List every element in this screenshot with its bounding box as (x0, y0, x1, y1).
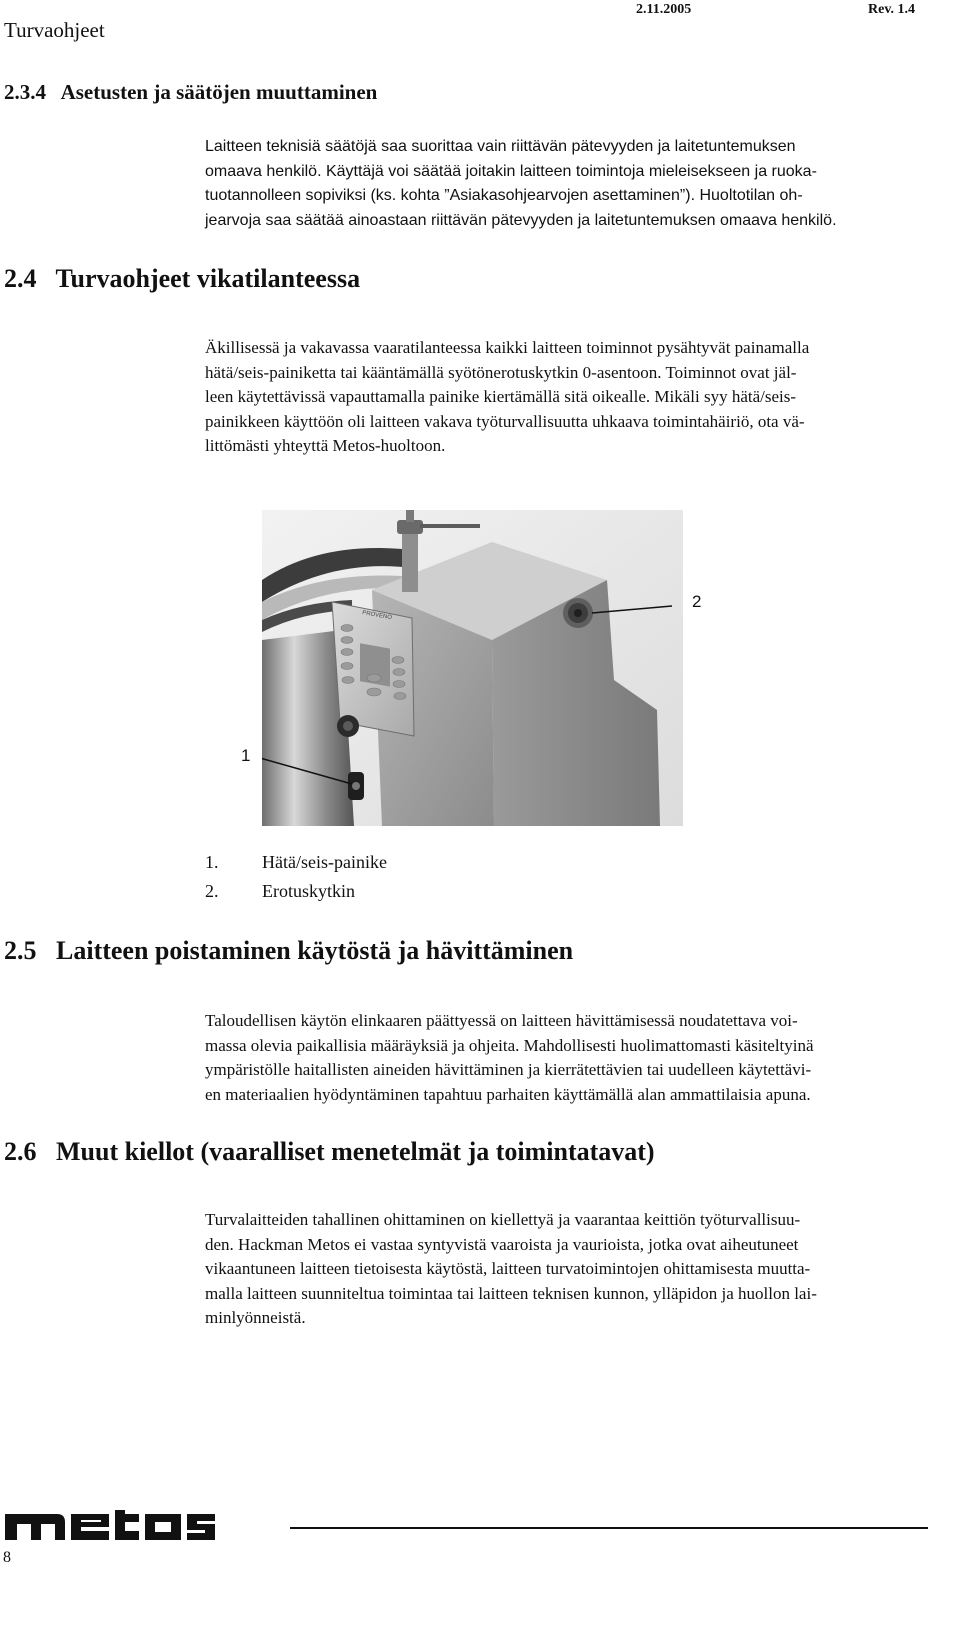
body-line: minlyönneistä. (205, 1308, 306, 1327)
body-line: omaava henkilö. Käyttäjä voi säätää joitakin laitteen toimintoja mieleisekseen ja ruoka- (205, 162, 817, 180)
header-date: 2.11.2005 (636, 2, 692, 17)
section-2-5-heading: 2.5 Laitteen poistaminen käytöstä ja hävittäminen (4, 936, 574, 965)
equipment-illustration (262, 510, 683, 826)
section-2-4-heading: 2.4 Turvaohjeet vikatilanteessa (4, 264, 361, 293)
panel-brand-text: PROVENO (361, 610, 393, 622)
body-line: painikkeen käyttöön oli laitteen vakava työturvallisuutta uhkaava toimintahäiriö, ota vä- (205, 411, 805, 431)
caption-number: 2. (205, 881, 219, 901)
header-revision: Rev. 1.4 (868, 2, 916, 17)
body-line: massa olevia paikallisia määräyksiä ja ohjeita. Mahdollisesti huolimattomasti käsiteltyinä (205, 1035, 814, 1055)
section-2-6-body (205, 1208, 923, 1331)
caption-text: Erotuskytkin (262, 881, 355, 901)
body-line: malla laitteen suunniteltua toimintaa tai laitteen teknisen kunnon, ylläpidon ja huollon lai- (205, 1283, 817, 1303)
page-number: 8 (3, 1549, 11, 1566)
section-2-3-4-heading: 2.3.4 Asetusten ja säätöjen muuttaminen (4, 80, 378, 104)
body-line: Laitteen teknisiä säätöjä saa suorittaa vain riittävän pätevyyden ja laitetuntemuksen (205, 138, 796, 155)
metos-logo-graphic (5, 1510, 215, 1544)
body-line: den. Hackman Metos ei vastaa syntyvistä vaaroista ja vaurioista, jotka ovat aiheutuneet (205, 1234, 799, 1254)
body-line: jearvoja saa säätää ainoastaan riittävän pätevyyden ja laitetuntemuksen omaava henkilö. (205, 211, 837, 229)
section-2-3-4-body (205, 135, 923, 233)
running-header-title: Turvaohjeet (4, 18, 105, 42)
body-line: vikaantuneen laitteen tietoisesta käytöstä, laitteen turvatoimintojen ohittamisesta muutta- (205, 1259, 811, 1278)
body-line: leen käytettävissä vapauttamalla painike kiertämällä sitä oikealle. Mikäli syy hätä/seis- (205, 387, 797, 406)
body-line: en materiaalien hyödyntäminen tapahtuu parhaiten käyttämällä alan ammattilaisia apuna. (205, 1084, 811, 1104)
body-line: tuotannolleen sopiviksi (ks. kohta ”Asiakasohjearvojen asettaminen”). Huoltotilan oh- (205, 187, 803, 204)
metos-logo (5, 1510, 215, 1544)
body-line: ympäristölle haitallisten aineiden hävittäminen ja kierrätettävien tai uudelleen käytettävi- (205, 1060, 812, 1079)
footer-rule (290, 1527, 928, 1529)
body-line: hätä/seis-painiketta tai kääntämällä syötönerotuskytkin 0-asentoon. Toiminnot ovat jäl- (205, 362, 797, 382)
section-2-4-body (205, 336, 923, 459)
figure-callout-2: 2 (692, 592, 702, 611)
section-2-6-heading: 2.6 Muut kiellot (vaaralliset menetelmät ja toimintatavat) (4, 1137, 655, 1166)
body-line: Taloudellisen käytön elinkaaren päättyessä on laitteen hävittämisessä noudatettava voi- (205, 1011, 798, 1030)
section-2-5-body (205, 1009, 923, 1107)
body-line: littömästi yhteyttä Metos-huoltoon. (205, 436, 446, 455)
figure-callout-1: 1 (241, 746, 251, 765)
body-line: Äkillisessä ja vakavassa vaaratilanteessa kaikki laitteen toiminnot pysähtyvät painamalla (205, 338, 810, 357)
caption-text: Hätä/seis-painike (262, 852, 387, 872)
body-line: Turvalaitteiden tahallinen ohittaminen on kiellettyä ja vaarantaa keittiön työturvallisuu- (205, 1210, 801, 1229)
equipment-photo (262, 510, 683, 826)
caption-number: 1. (205, 852, 219, 872)
